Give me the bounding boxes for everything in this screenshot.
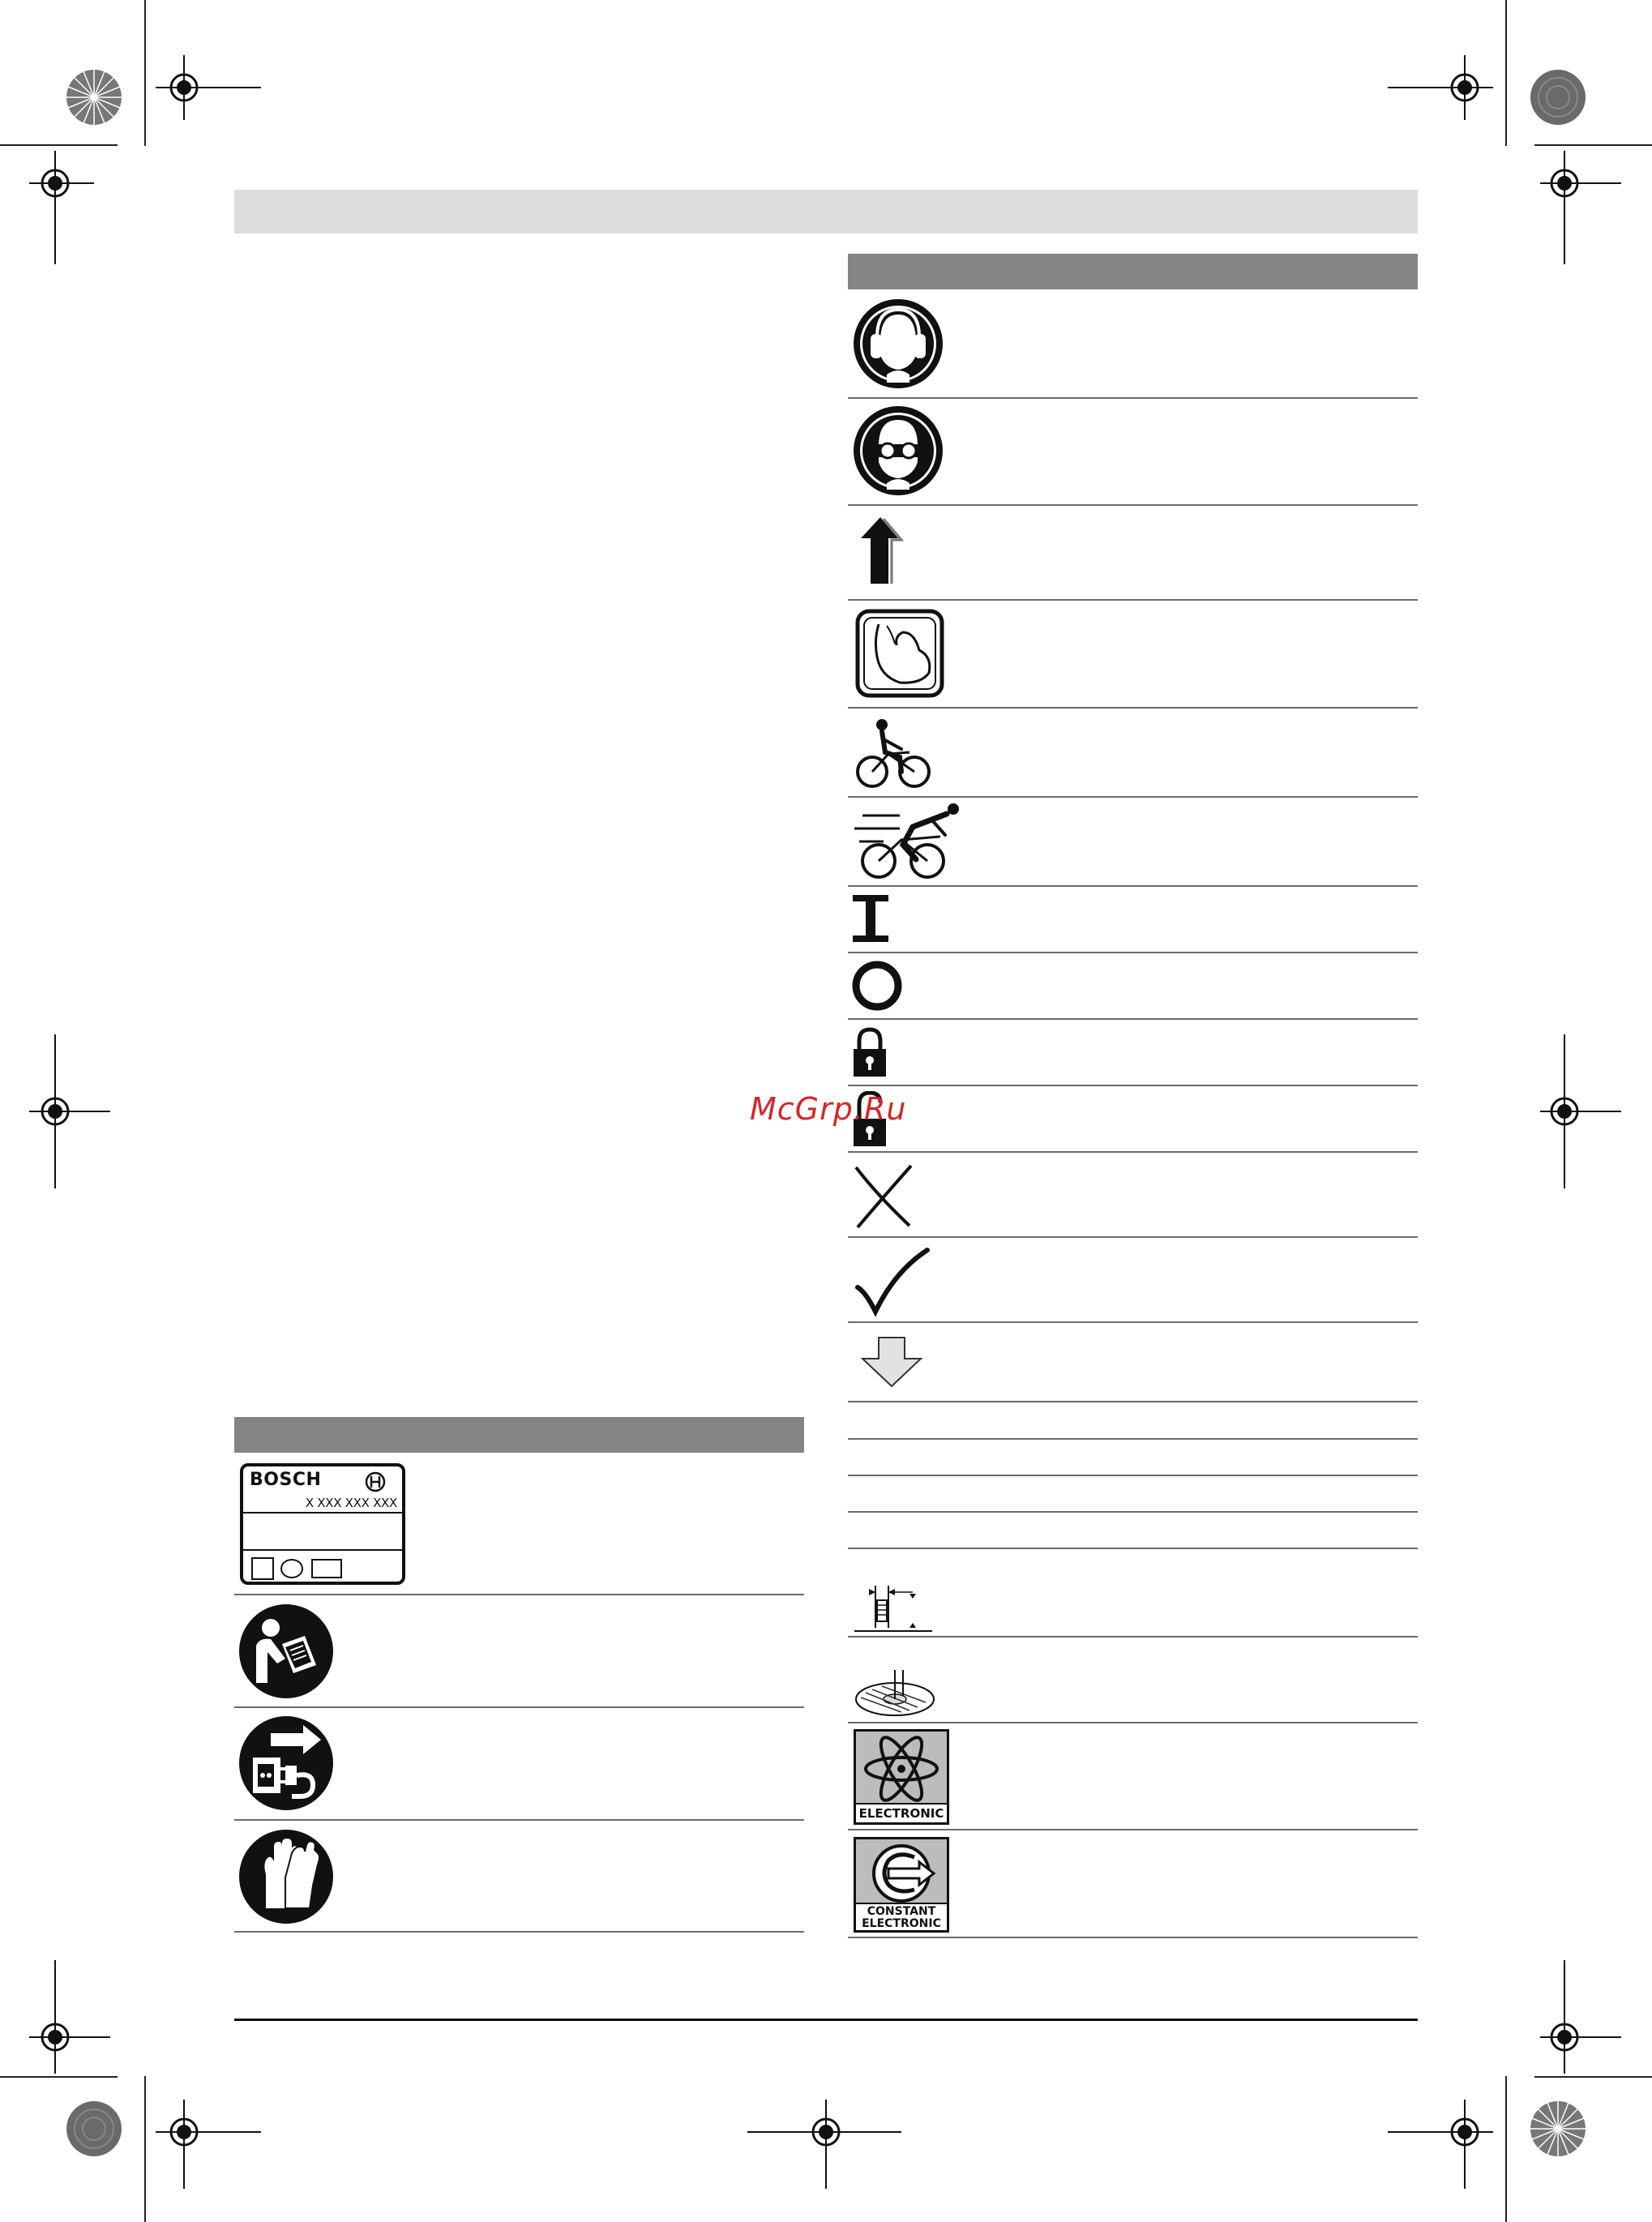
gloves-icon [238,1829,334,1924]
depth-stop-icon [853,1581,934,1634]
constant-label-line1: CONSTANT [867,1905,936,1918]
registration-mark-icon [1540,151,1621,264]
read-manual-icon [238,1603,334,1699]
grinding-disc-icon [853,1667,937,1719]
watermark-text: McGrp.Ru [750,1091,907,1127]
electronic-icon [854,1729,949,1825]
registration-mark-icon [1540,1034,1621,1188]
bosch-logo-icon [365,1471,386,1492]
constant-label-line2: ELECTRONIC [862,1917,941,1930]
left-table-header [234,1417,804,1453]
unplug-icon [238,1715,334,1811]
off-o-icon [851,960,903,1012]
footer-rule [234,2019,1418,2021]
page-header-bar [234,190,1418,233]
on-i-icon [851,893,890,944]
registration-mark-icon [29,1034,110,1188]
constant-electronic-icon [854,1837,949,1933]
electronic-label: ELECTRONIC [856,1803,947,1822]
lock-closed-icon [851,1026,888,1078]
fast-cyclist-icon [851,803,965,880]
registration-mark-icon [1388,55,1493,120]
slow-cyclist-icon [853,717,931,791]
nameplate-icon [240,1463,405,1585]
star-target-icon [65,68,123,126]
gray-target-icon [65,2100,123,2158]
registration-mark-icon [29,151,94,264]
arrow-up-icon [856,514,905,587]
nameplate-part-number: X XXX XXX XXX [305,1496,397,1510]
constant-electronic-label [856,1903,947,1930]
nameplate-brand: BOSCH [250,1470,322,1490]
cross-icon [853,1162,918,1231]
gray-target-icon [1529,68,1587,126]
registration-mark-icon [156,55,261,120]
registration-mark-icon [1540,1960,1621,2074]
right-table-header [848,254,1418,289]
check-icon [854,1247,931,1317]
registration-mark-icon [747,2100,901,2189]
down-arrow-icon [859,1336,924,1389]
registration-mark-icon [156,2100,261,2189]
registration-mark-icon [1388,2100,1493,2189]
registration-mark-icon [29,1960,110,2074]
ear-protection-icon [853,298,944,389]
eye-protection-icon [853,405,944,496]
star-target-icon [1529,2100,1587,2158]
muscle-arm-icon [854,608,945,699]
